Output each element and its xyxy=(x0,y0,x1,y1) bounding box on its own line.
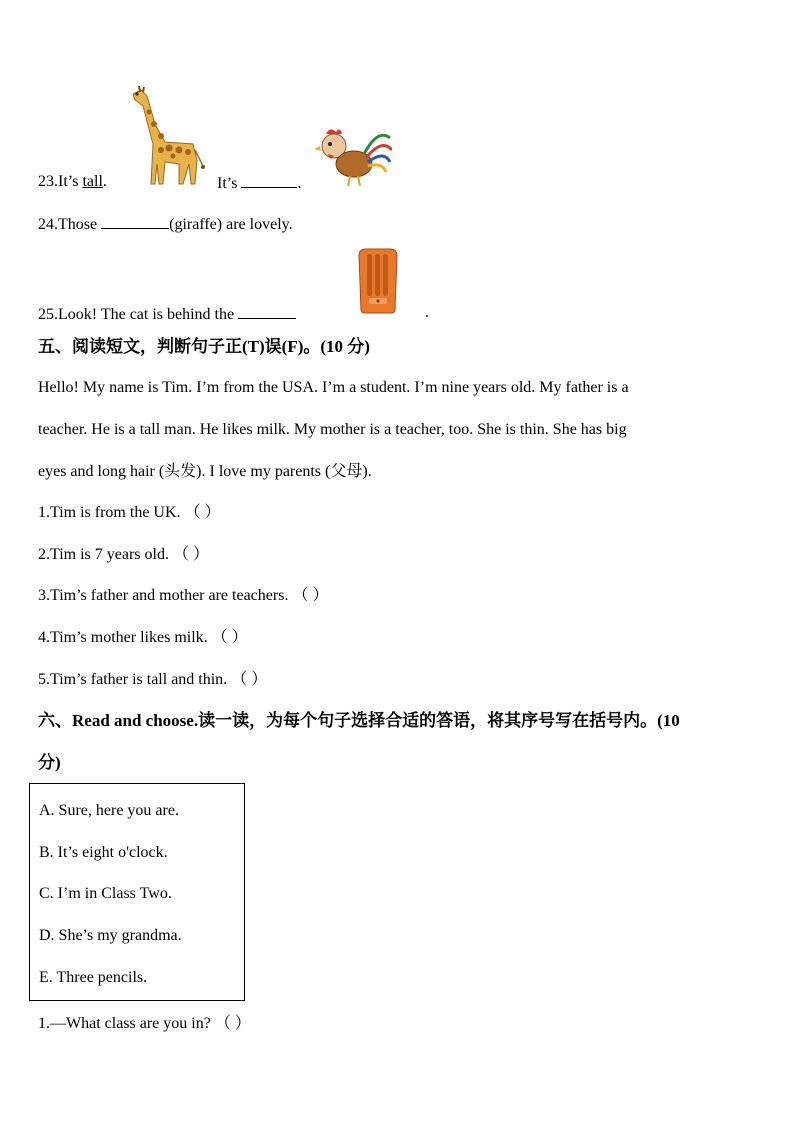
giraffe-image xyxy=(125,84,207,188)
option-c: C. I’m in Class Two. xyxy=(39,885,172,902)
judge-item-text: 3.Tim’s father and mother are teachers. xyxy=(38,587,289,604)
answer-parentheses[interactable]: （ ） xyxy=(172,546,209,563)
question-25 xyxy=(38,303,296,325)
answer-parentheses[interactable]: （ ） xyxy=(184,504,221,521)
passage-line-2: teacher. He is a tall man. He likes milk. My mother is a teacher, too. She is thin. She has big xyxy=(38,421,627,438)
answer-blank[interactable] xyxy=(101,213,169,229)
passage-line-3: eyes and long hair (头发). I love my parents (父母). xyxy=(38,463,372,480)
question-23-end: . xyxy=(297,175,302,192)
question-23 xyxy=(38,172,107,192)
judge-item-3 xyxy=(38,586,328,606)
underlined-word-tall: tall xyxy=(82,173,103,190)
option-a: A. Sure, here you are. xyxy=(39,802,179,819)
rooster-image xyxy=(312,124,392,188)
question-24-word: (giraffe) xyxy=(169,216,223,233)
answer-parentheses[interactable]: （ ） xyxy=(211,629,248,646)
question-24-rest: are lovely. xyxy=(226,216,293,233)
option-e: E. Three pencils. xyxy=(39,969,148,986)
option-b: B. It’s eight o'clock. xyxy=(39,844,168,861)
question-23-its: It’s xyxy=(217,175,238,192)
judge-item-text: 1.Tim is from the UK. xyxy=(38,504,181,521)
door-image xyxy=(357,248,399,314)
section-6-title: 六、Read and choose.读一读，为每个句子选择合适的答语，将其序号写在括号内。(10 xyxy=(38,711,680,730)
section-6-title-cont: 分) xyxy=(38,753,61,772)
answer-blank[interactable] xyxy=(238,303,296,319)
judge-item-text: 5.Tim’s father is tall and thin. xyxy=(38,671,228,688)
judge-item-2 xyxy=(38,545,209,565)
choose-item-1 xyxy=(38,1014,251,1034)
answer-parentheses[interactable]: （ ） xyxy=(292,587,329,604)
question-24-prefix: 24.Those xyxy=(38,216,102,233)
passage-line-1: Hello! My name is Tim. I’m from the USA. I’m a student. I’m nine years old. My father is a xyxy=(38,379,629,396)
question-23-second-part xyxy=(217,172,301,194)
section-5-title: 五、阅读短文，判断句子正(T)误(F)。(10 分) xyxy=(38,337,370,356)
question-23-dot: . xyxy=(102,173,107,190)
choose-item-text: 1.—What class are you in? xyxy=(38,1015,211,1032)
judge-item-text: 2.Tim is 7 years old. xyxy=(38,546,169,563)
judge-item-text: 4.Tim’s mother likes milk. xyxy=(38,629,208,646)
judge-item-5 xyxy=(38,670,267,690)
judge-item-4 xyxy=(38,628,248,648)
option-d: D. She’s my grandma. xyxy=(39,927,182,944)
question-25-text: 25.Look! The cat is behind the xyxy=(38,306,235,323)
judge-item-1 xyxy=(38,503,221,523)
question-24 xyxy=(38,213,293,235)
answer-options-box xyxy=(29,783,245,1001)
answer-parentheses[interactable]: （ ） xyxy=(214,1015,251,1032)
answer-parentheses[interactable]: （ ） xyxy=(231,671,268,688)
question-25-end: . xyxy=(425,304,429,321)
answer-blank[interactable] xyxy=(241,172,297,188)
question-23-prefix: 23.It’s xyxy=(38,173,83,190)
